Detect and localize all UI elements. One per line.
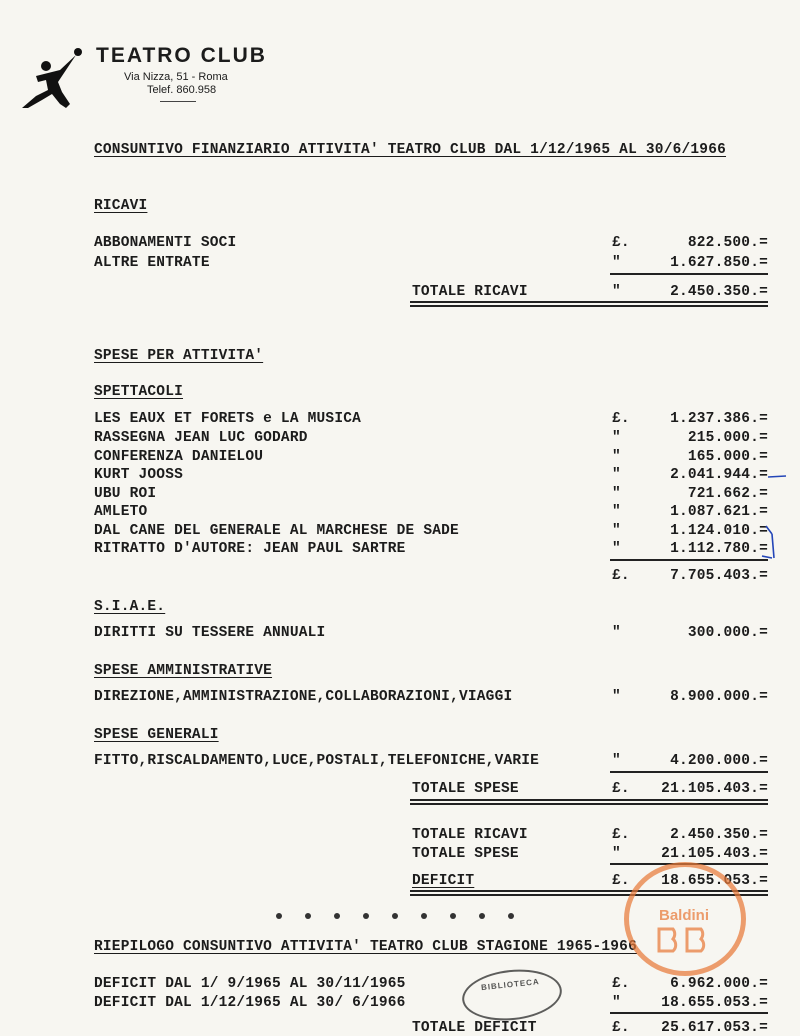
dotted-separator — [276, 913, 516, 921]
spettacolo-currency: £. — [612, 411, 630, 427]
ricavi-rule — [610, 273, 768, 275]
ricavi-label: ABBONAMENTI SOCI — [94, 235, 237, 251]
spettacolo-currency: " — [612, 449, 621, 465]
summary-value: 2.450.350.= — [670, 827, 768, 843]
riepilogo-label: DEFICIT DAL 1/12/1965 AL 30/ 6/1966 — [94, 995, 406, 1011]
spettacolo-currency: " — [612, 523, 621, 539]
pen-bracket-mark-icon — [760, 522, 782, 562]
letterhead-divider — [160, 101, 196, 102]
spese-attivita-heading: SPESE PER ATTIVITA' — [94, 348, 264, 364]
generali-rule — [610, 771, 768, 773]
ricavi-currency: £. — [612, 235, 630, 251]
spettacolo-label: KURT JOOSS — [94, 467, 184, 483]
generali-label: FITTO,RISCALDAMENTO,LUCE,POSTALI,TELEFONICHE,VARIE — [94, 753, 540, 769]
totale-spese-currency: £. — [612, 781, 630, 797]
totale-spese-double-rule — [410, 799, 768, 805]
amministrative-label: DIREZIONE,AMMINISTRAZIONE,COLLABORAZIONI,VIAGGI — [94, 689, 513, 705]
totale-spese-value: 21.105.403.= — [661, 781, 768, 797]
totale-deficit-currency: £. — [612, 1020, 630, 1036]
library-stamp-text: BIBLIOTECA — [480, 977, 541, 993]
spettacolo-label: LES EAUX ET FORETS e LA MUSICA — [94, 411, 362, 427]
letterhead-name: TEATRO CLUB — [96, 44, 267, 67]
spettacolo-currency: " — [612, 541, 621, 557]
pen-tick-mark-icon — [768, 470, 788, 484]
spettacolo-currency: " — [612, 467, 621, 483]
totale-ricavi-currency: " — [612, 284, 621, 300]
riepilogo-heading: RIEPILOGO CONSUNTIVO ATTIVITA' TEATRO CLUB STAGIONE 1965-1966 — [94, 939, 637, 955]
baldini-logo-icon — [655, 925, 717, 955]
ricavi-currency: " — [612, 255, 621, 271]
siae-heading: S.I.A.E. — [94, 599, 166, 615]
spettacolo-value: 1.112.780.= — [670, 541, 768, 557]
deficit-currency: £. — [612, 873, 630, 889]
page-title: CONSUNTIVO FINANZIARIO ATTIVITA' TEATRO CLUB DAL 1/12/1965 AL 30/6/1966 — [94, 142, 727, 158]
spettacolo-value: 165.000.= — [687, 449, 768, 465]
amministrative-currency: " — [612, 689, 621, 705]
riepilogo-label: DEFICIT DAL 1/ 9/1965 AL 30/11/1965 — [94, 976, 406, 992]
spettacoli-rule — [610, 559, 768, 561]
totale-spese-label: TOTALE SPESE — [412, 781, 519, 797]
totale-ricavi-double-rule — [410, 301, 768, 307]
spettacolo-label: RASSEGNA JEAN LUC GODARD — [94, 430, 308, 446]
spettacoli-subtotal-currency: £. — [612, 568, 630, 584]
amministrative-heading: SPESE AMMINISTRATIVE — [94, 663, 273, 679]
spettacolo-label: DAL CANE DEL GENERALE AL MARCHESE DE SADE — [94, 523, 459, 539]
ricavi-value: 1.627.850.= — [670, 255, 768, 271]
deficit-value: 18.655.053.= — [661, 873, 768, 889]
spettacolo-value: 1.124.010.= — [670, 523, 768, 539]
spettacolo-value: 215.000.= — [687, 430, 768, 446]
spettacolo-label: AMLETO — [94, 504, 148, 520]
riepilogo-currency: " — [612, 995, 621, 1011]
spettacoli-subtotal-value: 7.705.403.= — [670, 568, 768, 584]
spettacolo-label: CONFERENZA DANIELOU — [94, 449, 264, 465]
spettacolo-label: RITRATTO D'AUTORE: JEAN PAUL SARTRE — [94, 541, 406, 557]
library-stamp — [460, 965, 565, 1025]
riepilogo-rule — [610, 1012, 768, 1014]
totale-deficit-value: 25.617.053.= — [661, 1020, 768, 1036]
summary-currency: £. — [612, 827, 630, 843]
summary-currency: " — [612, 846, 621, 862]
ricavi-label: ALTRE ENTRATE — [94, 255, 210, 271]
deficit-label: DEFICIT — [412, 873, 475, 889]
spettacoli-heading: SPETTACOLI — [94, 384, 184, 400]
spettacolo-value: 1.237.386.= — [670, 411, 768, 427]
summary-label: TOTALE SPESE — [412, 846, 519, 862]
spettacolo-currency: " — [612, 486, 621, 502]
ricavi-heading: RICAVI — [94, 198, 148, 214]
summary-label: TOTALE RICAVI — [412, 827, 528, 843]
riepilogo-value: 6.962.000.= — [670, 976, 768, 992]
totale-deficit-label: TOTALE DEFICIT — [412, 1020, 537, 1036]
siae-value: 300.000.= — [687, 625, 768, 641]
spettacolo-currency: " — [612, 504, 621, 520]
letterhead-phone: Telef. 860.958 — [147, 84, 217, 96]
spettacolo-label: UBU ROI — [94, 486, 157, 502]
baldini-watermark-text: Baldini — [659, 907, 710, 924]
generali-currency: " — [612, 753, 621, 769]
riepilogo-value: 18.655.053.= — [661, 995, 768, 1011]
baldini-watermark — [624, 862, 746, 976]
siae-currency: " — [612, 625, 621, 641]
letterhead-address: Via Nizza, 51 - Roma — [124, 71, 228, 83]
riepilogo-currency: £. — [612, 976, 630, 992]
generali-value: 4.200.000.= — [670, 753, 768, 769]
spettacolo-value: 2.041.944.= — [670, 467, 768, 483]
siae-label: DIRITTI SU TESSERE ANNUALI — [94, 625, 326, 641]
amministrative-value: 8.900.000.= — [670, 689, 768, 705]
dancer-logo — [16, 46, 86, 112]
generali-heading: SPESE GENERALI — [94, 727, 219, 743]
totale-ricavi-value: 2.450.350.= — [670, 284, 768, 300]
spettacolo-value: 1.087.621.= — [670, 504, 768, 520]
totale-ricavi-label: TOTALE RICAVI — [412, 284, 528, 300]
ricavi-value: 822.500.= — [687, 235, 768, 251]
spettacolo-value: 721.662.= — [687, 486, 768, 502]
summary-value: 21.105.403.= — [661, 846, 768, 862]
spettacolo-currency: " — [612, 430, 621, 446]
